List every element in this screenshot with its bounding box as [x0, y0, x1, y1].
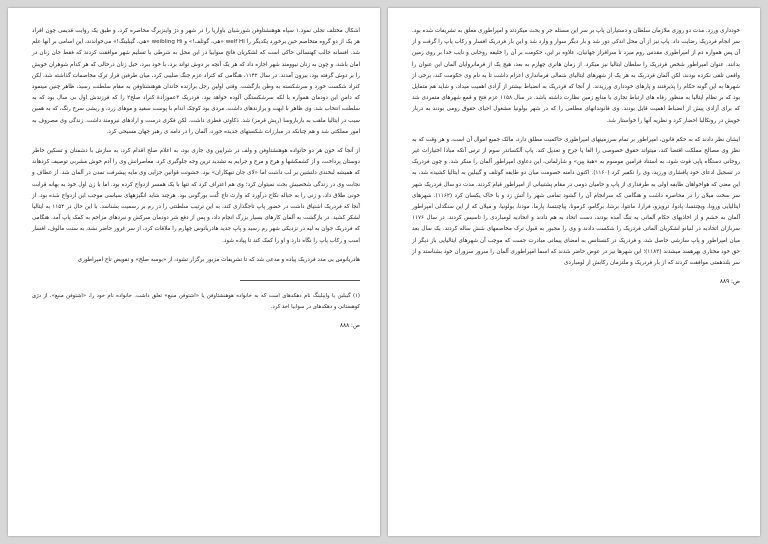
page-number-right: ص: ۸۸۹	[719, 279, 740, 286]
left-paragraph-2: از آنجا که خون هر دو خانواده هوهنشتاوفن و ولف در شرایین وی جاری بود، به اعلام صلح اقدام کرد، به سازش با دشمنان و تسکین خاطر دوستان پرداخت، و از کشمکشها و هرج و مرج و جرایم به تشدید ترین وجه جلوگیری کرد. معاصرانش وی را آدم خوش مشربی توصیف کردهاند که همیشه لبخندی دلنشین بر لب داشت اما «لای جان تبهکاران» بود. خشونت قوانین جزایی وی مایه پیشرفت تمدن در آلمان شد. از عطاف و نجابت وی در زندگی شخصیش بحث نمیتوان کرد؛ وی هم اعتراف کرد که تنها با یک همسر ازدواج کرده بود. اما با زن اول خود به بهانه قرابت خونی طلاق داد، و زنی را به حباله نکاح درآورد که وارث تاج کُنت بورگونی بود. هرچند شاید انگیزههای سیاسی موجب این ازدواج شده بود. از آنجا که فردریک اشتیاق داشت در حضور پاپ تاجگذاری کند، به این ترتیب سلطنتی را در رم بر رسمیت بشناسد. با این حال در ۱۱۵۴ به ایتالیا لشکر کشید. در بازگشت به آلمان کارهای بسیار بزرگ انجام داد، و پس از دفع شر دودمان سرکش و نبردهای مزاحم به کمک پاپ آمد. هنگامی که فردریک جوان به لیه در نزدیکی شهر رم رسید و پاپ جدید هادریانوس چهارم را ملاقات کرد، از سر غرور حاضر نشد، به سنت مالوف، افسار اسب و رکاب پاپ را نگاه دارد و او را کمک کند تا پیاده شود.	[32, 148, 360, 244]
left-paragraph-3: هادریانوس بی مدد فردریک پیاده و مدعی شد که تا تشریفات مزبور برگزار نشود، از «بوسه صلح» و تفویض تاج امپراطوری	[77, 256, 360, 263]
right-paragraph-2: ایشان نظر دادند که به حکم قانون، امپراطور بر تمام سرزمینهای امپراطوری حاکمیت مطلق دارد، مالک جمیع اموال آن است، و هر وقت که به نظر وی مصالح مملکت اقتضا کند، میتواند حقوق خصوصی را الغا یا جرح و تعدیل کند. پاپ آلکساندر سوم از ترس آنکه مبادا اختیارات غیر روحانی دستگاه پاپی فوت شود، به استناد فرامین موسوم به «هبهٔ پپن» و شارلمانی، این دعاوی امپراطور آلمان را منکر شد، و چون فردریک در تسجیل ادعای خود پافشاری ورزید، وی را تکفیر کرد (۱۱۶۰). اکنون دامنه خصومت میان دو طایفه گوئلف و گیبلین به ایتالیا کشیده شد، به این معنی که هواخواهان طایفه اولی به طرفداری از پاپ و حامیان دومی در مقام پشتیبانی از امپراطور قیام کردند. مدت دو سال فردریک شهر سر سخت میلان را در محاصره داشت و هنگامی که سرانجام آن را گشود تمامی شهر را آتش زد و با خاک یکسان کرد (۱۱۶۲). شهرهای ایتالیایی ورونا، ویچنتسا، پادوا، ترویزو، فرارا، مانتوا، برشا، برگامو، کرمونا، پیاچنتسا، پارما، مودنا، بولونیا، و میلان که از این سنگدلی امپراطور آلمان به خشم و از اخاذیهای حکام آلمانی به تنگ آمده بودند، دست اتحاد به هم دادند و اتحادیه لومباردی را تاسیس کردند. در سال ۱۱۷۶ سربازان اتحادیه در لنیانو لشکریان آلمانی فردریک را شکست دادند و وی را مجبور به قبول ترک مخاصمهای شش ساله کردند. یک سال بعد میان امپراطور و پاپ سازشی حاصل شد، و فردریک در کنستانس به امضای پیمانی مبادرت جست که موجب آن شهرهای ایتالیایی باز دیگر از حق خود مختاری بهرهمند میشدند (۱۱۸۳)؛ این شهرها نیز در عوض حاضر شدند که اسما امپراطوری آلمان را سرور سروران خود بشناسند و از سر بلندهمتی موافقت کردند که از بار فردریک و ملتزمان رکابش از لومباردی	[412, 136, 741, 267]
page-number-left: ص: ۸۸۸	[339, 323, 360, 330]
left-paragraph-1: اشکال مختلف تجلی نمود.۱ سپاه هوهنشتاوفن شورشیان باواریا را در شهر و دژ واینزبرگ محاصره کرد، و طبق یک روایت قدیمی چون افراد هر یک از دو گروه متخاصم حین برخورد یکدیگر را welf Hi «هی، گوئلف!» و weibling Hi «هی، گیبلینگ!» می‌خواندند، این اسامی بر آنها علم شد. افسانه جالب کهنسالی حاکی است که لشکریان فاتح سوابیا در این محل به شرطی با تسلیم شهر موافقت کردند که فقط جان زنان در امان باشد، و چون به زنان نیوومند شهر اجازه داد که هر یک آنچه بر دوش تواند برد، با خود ببرد، خیل زنان درحالی که هر کدام شوهران خویش را بر دوش گرفته بود، بیرون آمدند. در سال ۱۱۴۲، هنگامی که کنراد عزم جنگ صلیبی کرد، میان طرفین قرار ترکِ مخاصمات گذاشته شد، لکن کنراد شکست خورد و سرشکسته به وطن بازگشت. وقتی اولین رجل برازنده خاندان هوهنشتاوفن به مقام سلطنت رسید، ظاهر چنین مینمود که دامنِ این دودمان همواره با لکه سرشکستگی آلوده خواهد بود. فردریک ۳عموزادۀ کنراد صلح۲ را که فرزندش اول بی سال بود که به سلطنت انتخاب شد. وی ظاهر با ابهت و برازندهای داشت، مردی بود کوچک اندام با پوست سفید و موهای زرد، و ریشی سرخ رنگ، که به همین سبب در ایتالیا ملقب به باربارو‌سا (ریش قرمز) شد. ذکاوتی فطری داشت. لکن فکری درست و ارادهای نیرومند داشت. زندگی وی مصروف به امور مملکتی شد و هم چنانکه در مبارزات شکستهای جدیده خورد، آلمان را در دامه ی رهبر جهان مسیحی کرد.	[32, 28, 361, 135]
left-page	[8, 8, 380, 536]
right-page-content	[412, 26, 740, 288]
left-page-content	[32, 26, 360, 332]
footnote-divider	[240, 280, 360, 281]
footnote: (۱) گیبلین یا وایبلینگ نام دهکدهای است که به خانواده هوهنشتاوفن یا «اشتوفن منبع» تعلق داشت. خانواده نام خود را، «اشتوفن منبع»، از دژی کوهستانی و دهکدهای در سوابیا اخذ کرد.	[32, 293, 360, 311]
right-page	[388, 8, 760, 536]
right-paragraph-1: خودداری ورزد. مدت دو روزی ملازمان سلطان و دستیاران پاپ بر سر این مسئله جر و بحث میکردند و امپراطوری معلق به تشریفات شده بود. سر انجام فردریک رضایت داد. پاپ نیز از آن محل اندکی دور شد و بار دیگر سوار و وارد شد و این بار فردریک افسار و رکاب پاپ را گرفت و از آن پس همواره دم از امپراطوری مقدس روم میزد تا سرافراز جهانیان، علاوه بر این، حکومت بر آن را خلیفه روحانی و نایب خدا بر روی زمین بدانند. عنوان امپراطور شخص فردریک را سلطان ایتالیا نیز میکرد. از زمان هانری چهارم به بعد، هیچ یک از فرمانروایان آلمان این عنوان را واقعی تلقی نکرده بودند، لکن آلمان فردریک به هر یک از شهرهای ایتالیای شمالی فرمانداری اعزام داشت تا به نام وی حکومت کند، برخی از شهرها به این گونه حکام را پذیرفتند و پارهای خودداری ورزیدند. از آنجا که فردریک به انضباط بیشتر از آزادی اهمیت میداد، و شاید هم متمایل بود که بر نظام ایتالیا به منظور رفاه های ارتباط تجاری با منابع زمین نظارت داشته باشد. در سال ۱۱۵۸ عزم فتح و قمع شهرهای متمردی شد که برای آزادی پیش از انضباط اهمیت قایل بودند. وی قانوندانهای مطلعی را که در شهر بولونیا مشغول احیای حقوق رومی بودند به دربار خویش در رونکالیا احضار کرد و نظریه آنها را خواستار شد.	[412, 28, 741, 124]
